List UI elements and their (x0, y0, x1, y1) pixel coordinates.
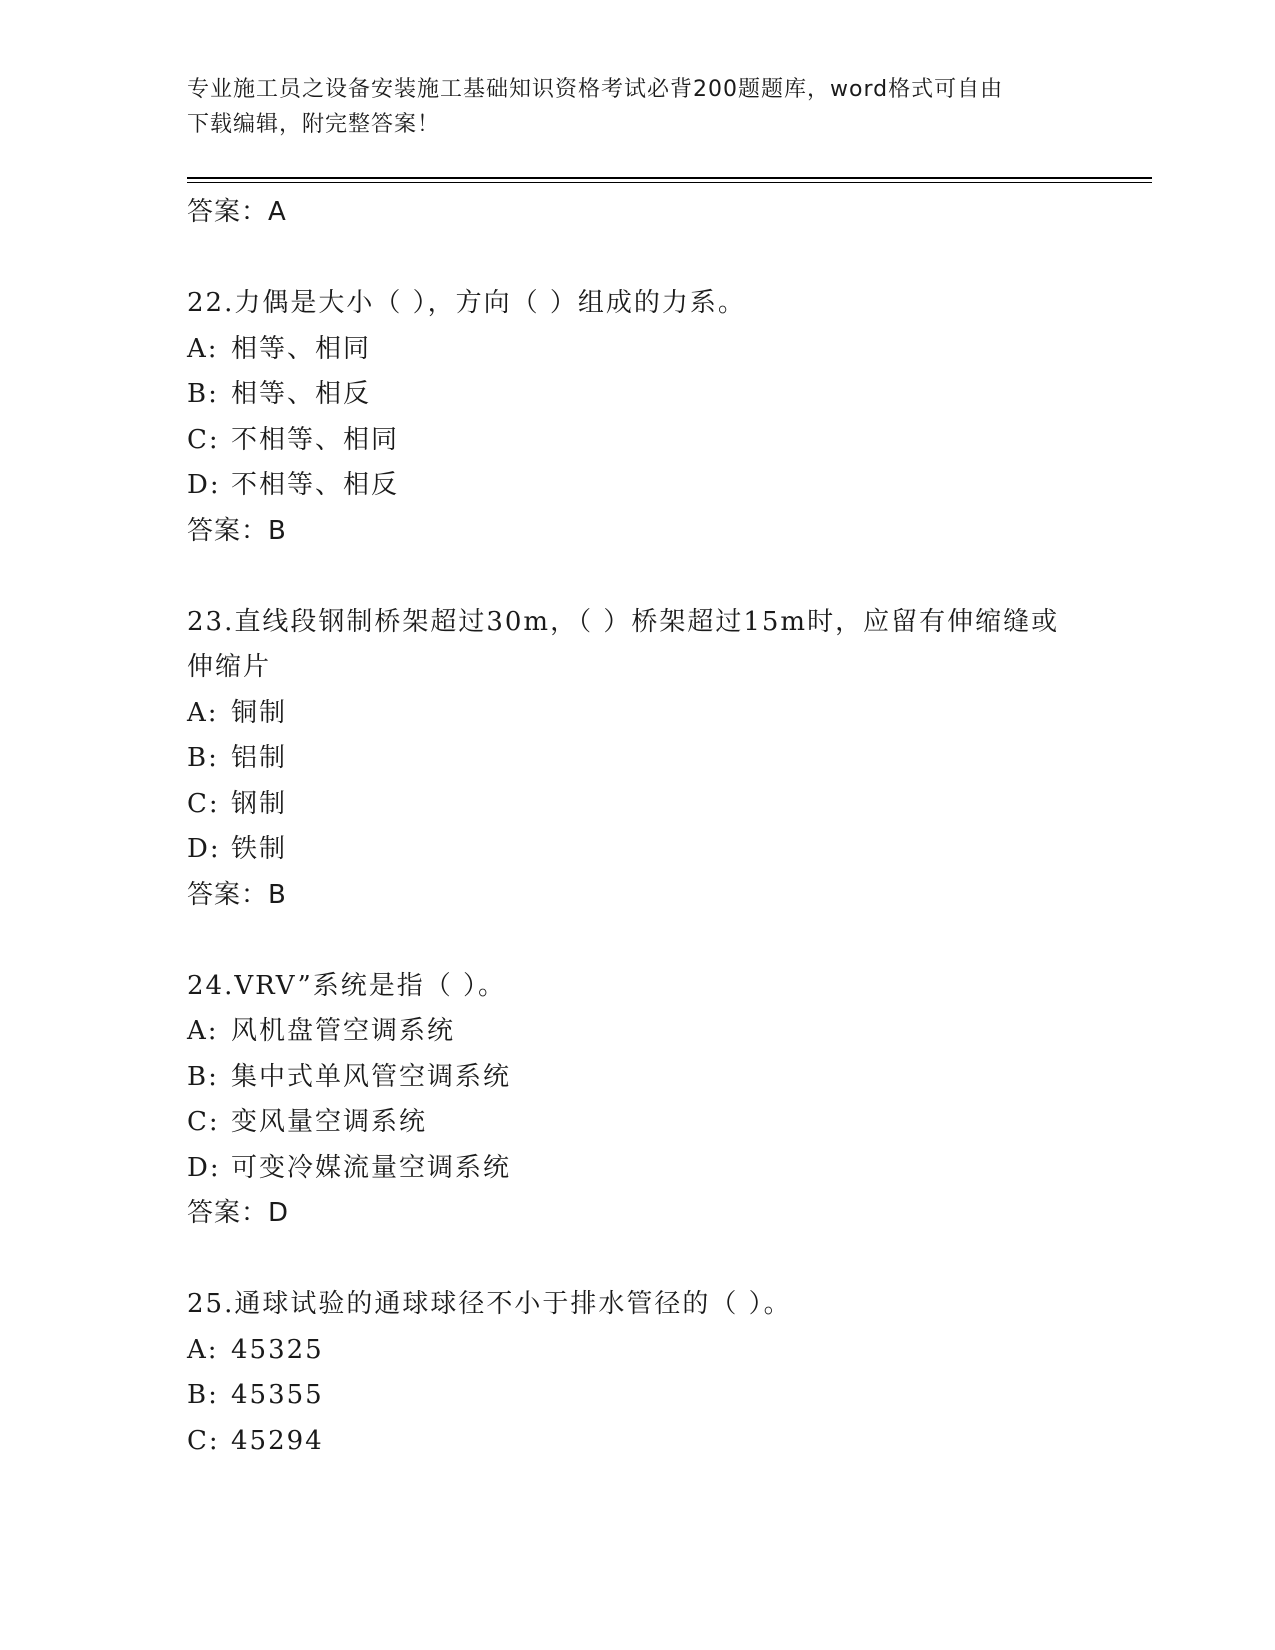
option-a (187, 1009, 1087, 1055)
header-line-1: 专业施工员之设备安装施工基础知识资格考试必背200题题库，word格式可自由 (187, 77, 1004, 102)
answer-line: 答案：B (187, 515, 287, 546)
option-label: D: (187, 834, 221, 864)
option-text: 可变冷媒流量空调系统 (231, 1152, 512, 1183)
option-c (187, 1100, 1087, 1146)
option-label: C: (187, 788, 220, 819)
option-text: 不相等、相反 (231, 470, 400, 500)
option-label: B: (187, 1380, 219, 1410)
answer-line: 答案：B (187, 879, 287, 910)
spacer (187, 236, 1087, 282)
option-label: A: (187, 333, 219, 364)
spacer (187, 554, 1087, 600)
option-c (187, 418, 1087, 464)
option-text: 45294 (231, 1425, 324, 1456)
option-label: B: (187, 379, 219, 409)
option-text: 变风量空调系统 (231, 1107, 428, 1137)
option-b (187, 1373, 1087, 1419)
spacer (187, 1237, 1087, 1283)
header-rule-thick (187, 177, 1152, 179)
option-d (187, 827, 1087, 873)
option-label: A: (187, 697, 219, 728)
option-label: B: (187, 743, 219, 773)
question-block (187, 964, 1087, 1237)
header-line-2: 下载编辑，附完整答案！ (187, 112, 441, 137)
option-b (187, 1055, 1087, 1101)
option-text: 铝制 (231, 743, 288, 773)
option-text: 铜制 (231, 697, 288, 728)
option-b (187, 372, 1087, 418)
question-text: 25.通球试验的通球球径不小于排水管径的（ ）。 (187, 1289, 792, 1319)
option-a (187, 691, 1087, 737)
option-text: 不相等、相同 (231, 424, 400, 455)
option-label: B: (187, 1061, 219, 1092)
question-text-continued: 伸缩片 (187, 652, 272, 682)
option-text: 钢制 (231, 788, 288, 819)
question-block (187, 600, 1087, 919)
option-text: 相等、相同 (231, 333, 372, 364)
previous-answer: 答案：A (187, 197, 287, 227)
header-rule-thin (187, 182, 1152, 183)
option-text: 风机盘管空调系统 (231, 1016, 456, 1046)
option-label: A: (187, 1016, 219, 1046)
option-d (187, 463, 1087, 509)
question-text: 23.直线段钢制桥架超过30m，（ ）桥架超过15m时，应留有伸缩缝或 (187, 606, 1060, 637)
option-label: A: (187, 1334, 219, 1365)
option-label: C: (187, 1107, 220, 1137)
option-text: 集中式单风管空调系统 (231, 1061, 512, 1092)
option-label: C: (187, 1425, 220, 1456)
question-list (187, 190, 1087, 1464)
option-d (187, 1146, 1087, 1192)
option-label: D: (187, 470, 221, 500)
spacer (187, 918, 1087, 964)
option-text: 铁制 (231, 834, 288, 864)
question-block (187, 281, 1087, 554)
question-block (187, 1282, 1087, 1464)
document-header (187, 72, 1067, 142)
option-a (187, 1328, 1087, 1374)
option-b (187, 736, 1087, 782)
option-text: 45355 (231, 1380, 324, 1410)
option-text: 45325 (231, 1334, 324, 1365)
option-a (187, 327, 1087, 373)
question-text: 24.VRV”系统是指（ ）。 (187, 970, 507, 1001)
answer-line: 答案：D (187, 1198, 290, 1228)
option-c (187, 782, 1087, 828)
option-label: D: (187, 1152, 221, 1183)
option-label: C: (187, 424, 220, 455)
option-text: 相等、相反 (231, 379, 372, 409)
option-c (187, 1419, 1087, 1465)
question-text: 22.力偶是大小（ ），方向（ ）组成的力系。 (187, 288, 746, 318)
